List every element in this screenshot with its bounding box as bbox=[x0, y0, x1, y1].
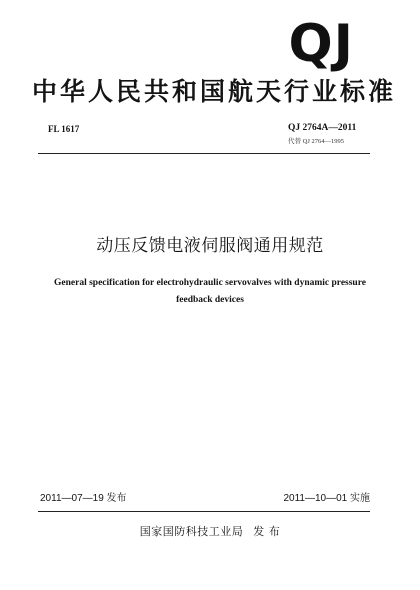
title-chinese: 动压反馈电液伺服阀通用规范 bbox=[96, 236, 324, 256]
issuer-name: 国家国防科技工业局 bbox=[139, 525, 244, 538]
issuer-action: 发 布 bbox=[253, 525, 281, 538]
issue-date: 2011—07—19 发布 bbox=[40, 493, 127, 504]
standard-number-block bbox=[288, 123, 368, 145]
qj-logo: QJ bbox=[288, 14, 354, 74]
classification-code: FL 1617 bbox=[48, 124, 80, 134]
implementation-date: 2011—10—01 实施 bbox=[283, 493, 370, 504]
organization-title: 中华人民共和国航天行业标准 bbox=[32, 77, 397, 106]
bottom-divider bbox=[38, 511, 370, 512]
replaces-standard: 代替 QJ 2764—1995 bbox=[288, 138, 344, 145]
title-english-line-2: feedback devices bbox=[176, 295, 244, 305]
standard-number: QJ 2764A—2011 bbox=[288, 123, 357, 133]
title-english-line-1: General specification for electrohydraulic servovalves with dynamic pressure bbox=[54, 278, 366, 288]
title-english bbox=[40, 275, 380, 309]
issuer-line bbox=[0, 523, 420, 539]
top-divider bbox=[38, 153, 370, 154]
